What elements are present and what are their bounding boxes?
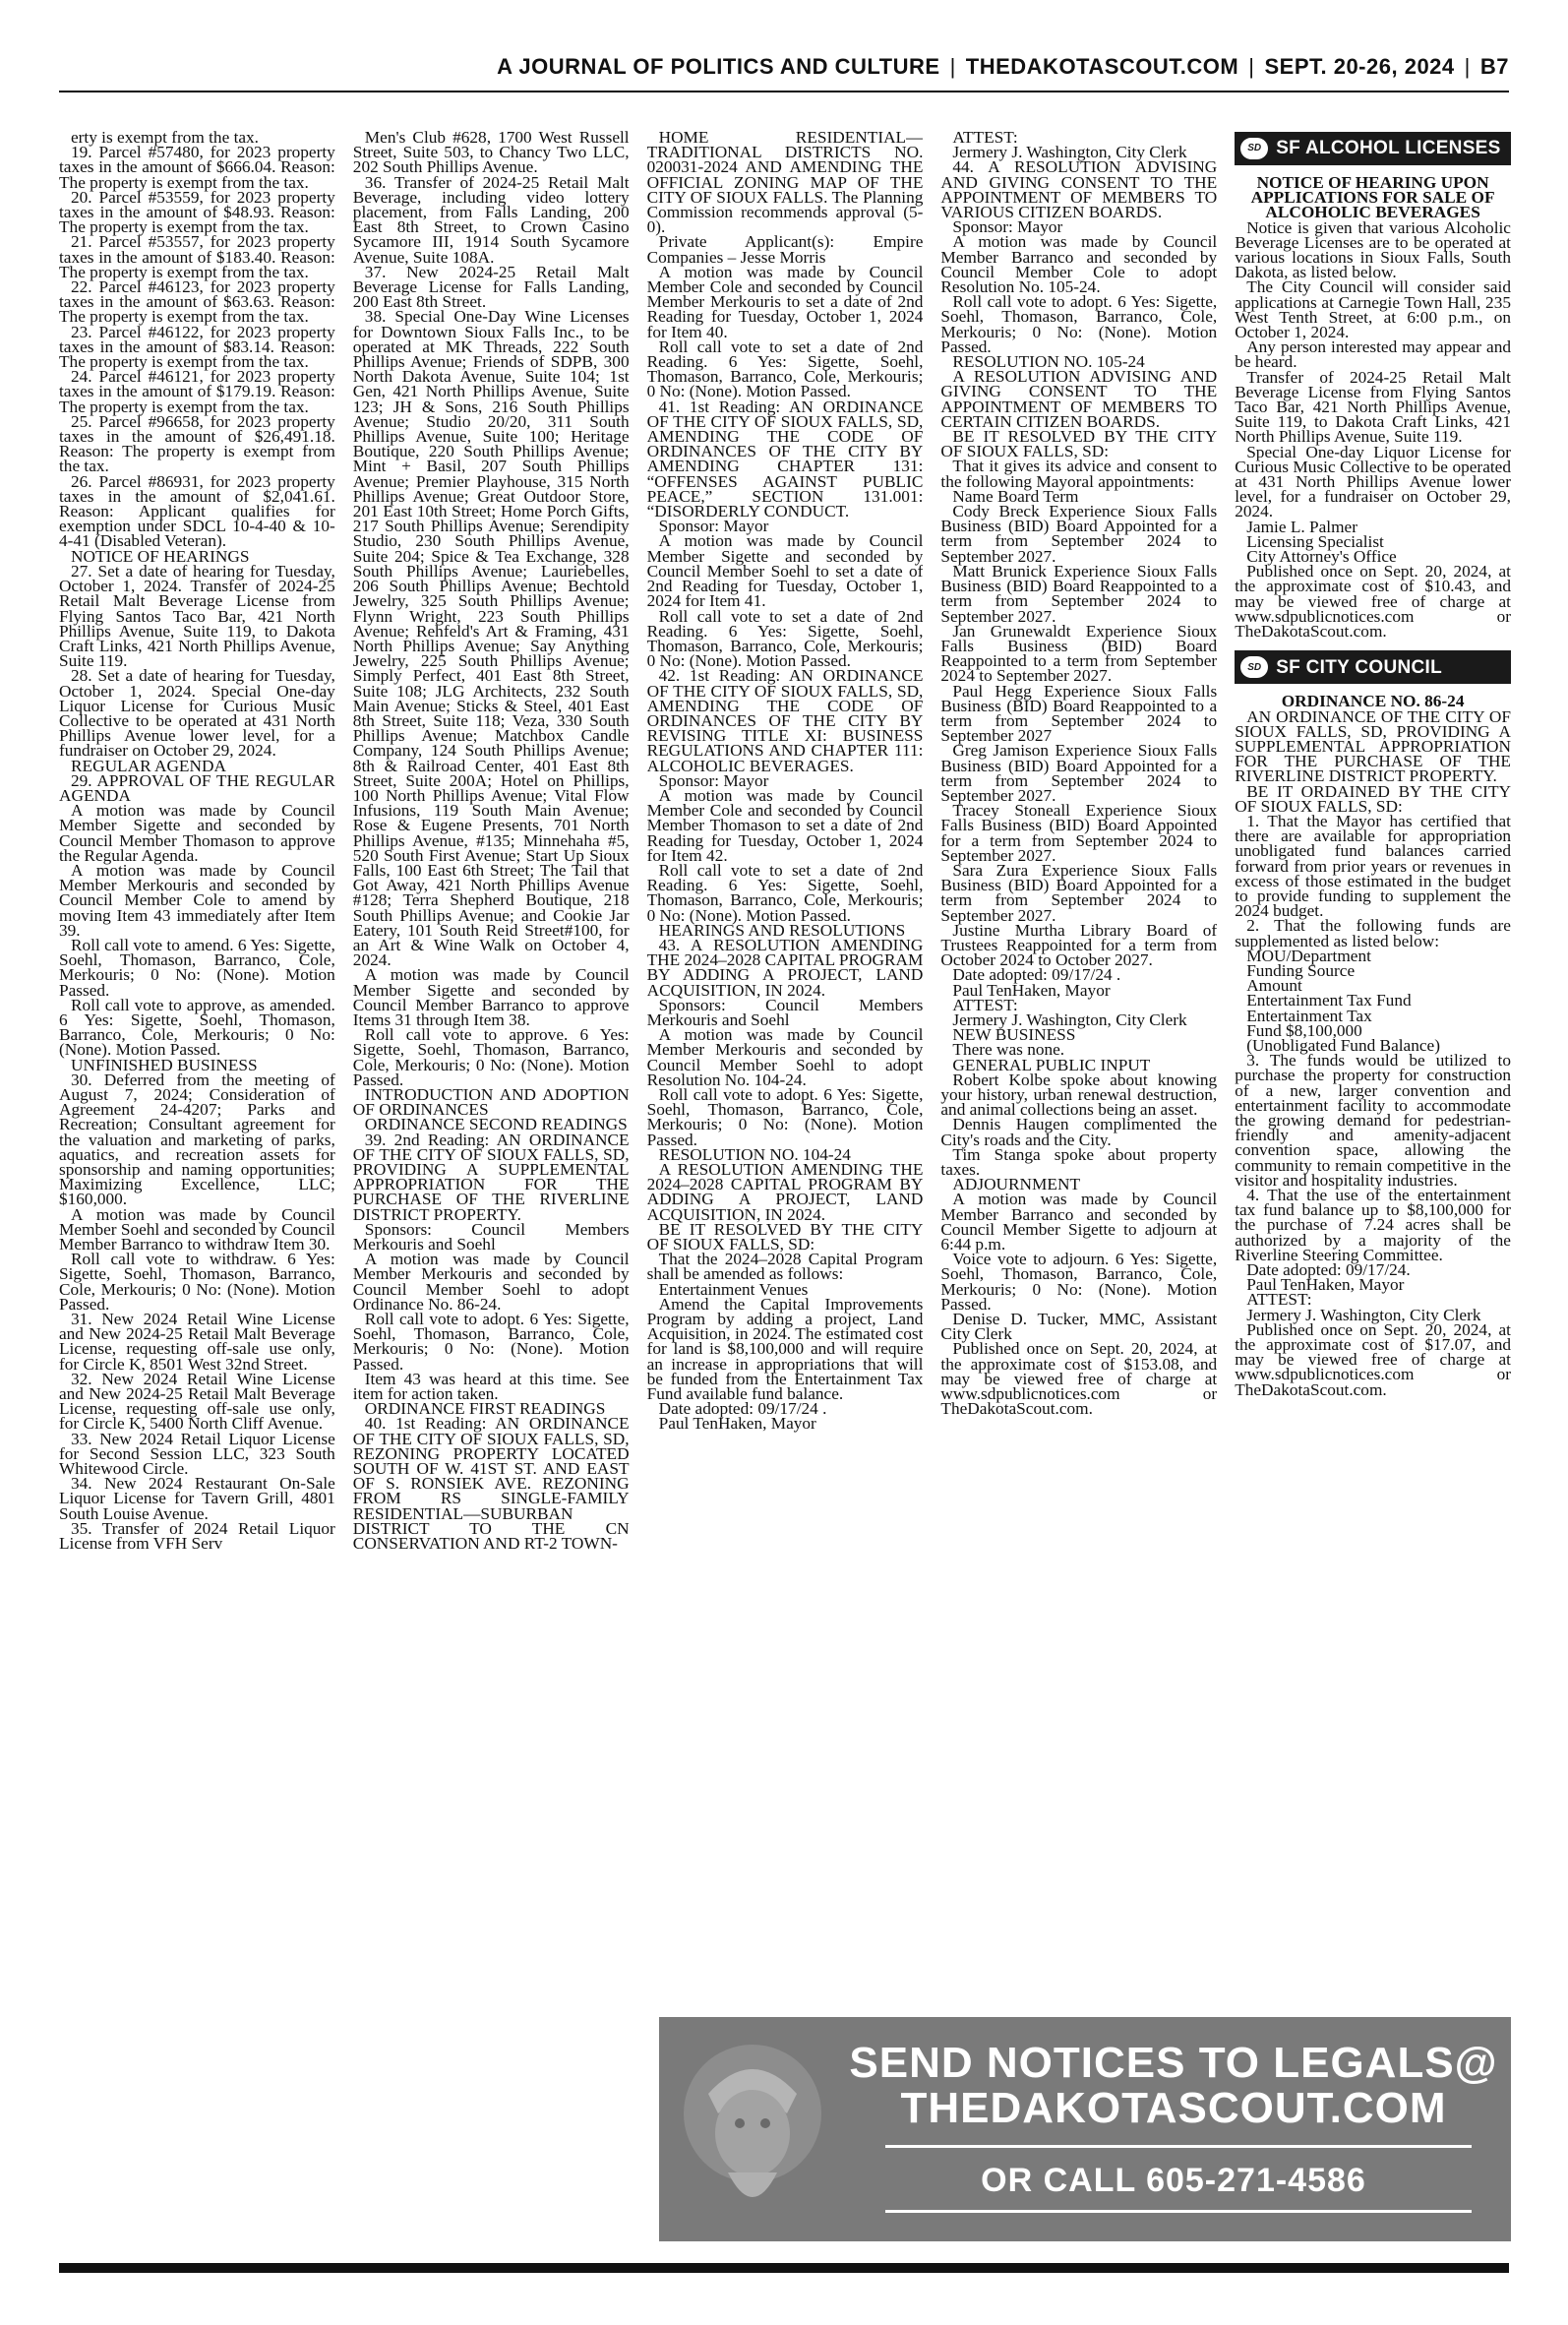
notice-paragraph: 3. The funds would be utilized to purchase the property for construction of a new, larger convention and entertainment facility to accommodate the growing demand for pedestrian-friendly and amenity-adjacent convention space, allowing the community to remain competitive in the visitor and hospitality industries. bbox=[1235, 1051, 1511, 1190]
column-4 bbox=[940, 130, 1217, 2009]
notice-paragraph: Paul TenHaken, Mayor bbox=[658, 1414, 816, 1434]
notice-paragraph: BE IT RESOLVED BY THE CITY OF SIOUX FALLS, SD: bbox=[646, 1219, 924, 1254]
notice-paragraph: 31. New 2024 Retail Wine License and New 2024-25 Retail Malt Beverage License, requesting off-sale use only, for Circle K, 8501 West 32nd Street. bbox=[59, 1310, 335, 1374]
notice-paragraph: Private Applicant(s): Empire Companies – Jesse Morris bbox=[646, 232, 924, 267]
notice-paragraph: 19. Parcel #57480, for 2023 property taxes in the amount of $666.04. Reason: The property is exempt from the tax. bbox=[59, 143, 335, 192]
notice-paragraph: Men's Club #628, 1700 West Russell Street, Suite 503, to Chancy Two LLC, 202 South Phillips Avenue. bbox=[352, 130, 630, 177]
notice-paragraph: Paul Hegg Experience Sioux Falls Business (BID) Board Reappointed to a term from September 2024 to September 2027 bbox=[940, 681, 1218, 746]
notice-paragraph: 41. 1st Reading: AN ORDINANCE OF THE CITY OF SIOUX FALLS, SD, AMENDING THE CODE OF ORDINANCES OF THE CITY BY AMENDING CHAPTER 131: “OFFENSES AGAINST PUBLIC PEACE,” SECTION 131.001: “DISORDERLY CONDUCT. bbox=[646, 397, 924, 521]
scout-mascot-icon bbox=[669, 2025, 836, 2232]
notice-paragraph: 22. Parcel #46123, for 2023 property taxes in the amount of $63.63. Reason: The property is exempt from the tax. bbox=[59, 277, 335, 327]
notice-paragraph: 27. Set a date of hearing for Tuesday, October 1, 2024. Transfer of 2024-25 Retail Malt Beverage License from Flying Santos Taco Bar, 421 North Phillips Avenue, Suite 119, to Dakota Craft Links, 421 North Phillips Avenue, Suite 119. bbox=[59, 561, 335, 671]
notice-paragraph: Paul TenHaken, Mayor bbox=[952, 980, 1111, 1000]
notice-paragraph: Roll call vote to withdraw. 6 Yes: Sigette, Soehl, Thomason, Barranco, Cole, Merkouris; 0 No: (None). Motion Passed. bbox=[59, 1250, 335, 1314]
column-2 bbox=[353, 130, 630, 2017]
notice-paragraph: Voice vote to adjourn. 6 Yes: Sigette, Soehl, Thomason, Barranco, Cole, Merkouris; 0 No: (None). Motion Passed. bbox=[940, 1250, 1218, 1314]
notice-paragraph: A motion was made by Council Member Barranco and seconded by Council Member Sigette to adjourn at 6:44 p.m. bbox=[940, 1190, 1218, 1254]
notice-paragraph: City Attorney's Office bbox=[1246, 547, 1397, 567]
notice-paragraph: Entertainment Venues bbox=[658, 1279, 809, 1299]
notice-paragraph: A motion was made by Council Member Merkouris and seconded by Council Member Cole to amend by moving Item 43 immediately after Item 39. bbox=[59, 860, 335, 940]
promo-divider-bottom bbox=[885, 2210, 1472, 2213]
notice-paragraph: Roll call vote to approve. 6 Yes: Sigette, Soehl, Thomason, Barranco, Cole, Merkouris; 0 No: (None). Motion Passed. bbox=[352, 1025, 630, 1089]
notice-paragraph: HOME RESIDENTIAL—TRADITIONAL DISTRICTS NO. 020031-2024 AND AMENDING THE OFFICIAL ZONING MAP OF THE CITY OF SIOUX FALLS. The Planning Commission recommends approval (5-0). bbox=[646, 130, 924, 237]
notice-paragraph: A RESOLUTION AMENDING THE 2024–2028 CAPITAL PROGRAM BY ADDING A PROJECT, LAND ACQUISITION, IN 2024. bbox=[646, 1160, 924, 1224]
notice-paragraph: BE IT ORDAINED BY THE CITY OF SIOUX FALLS, SD: bbox=[1235, 781, 1511, 816]
notice-paragraph: Denise D. Tucker, MMC, Assistant City Clerk bbox=[940, 1310, 1218, 1344]
notice-paragraph: Sponsor: Mayor bbox=[658, 770, 769, 790]
notice-paragraph: MOU/Department bbox=[1246, 946, 1371, 965]
notice-paragraph: Tim Stanga spoke about property taxes. bbox=[940, 1144, 1218, 1180]
notice-paragraph: ATTEST: bbox=[952, 130, 1018, 147]
notice-paragraph: 24. Parcel #46121, for 2023 property taxes in the amount of $179.19. Reason: The property is exempt from the tax. bbox=[59, 367, 335, 416]
section-banner-council bbox=[1235, 650, 1511, 684]
notice-paragraph: ATTEST: bbox=[1246, 1290, 1312, 1310]
notice-paragraph: 29. APPROVAL OF THE REGULAR AGENDA bbox=[59, 770, 335, 805]
notice-paragraph: 1. That the Mayor has certified that there are available for appropriation unobligated fund balances carried forward from prior years or revenues in excess of those estimated in the budget to provide funding to supplement the 2024 budget. bbox=[1235, 811, 1511, 921]
column-1 bbox=[59, 130, 335, 2017]
council-minutes-continued bbox=[940, 130, 1218, 1419]
notice-paragraph: HEARINGS AND RESOLUTIONS bbox=[658, 920, 906, 940]
notice-paragraph: Roll call vote to set a date of 2nd Reading. 6 Yes: Sigette, Soehl, Thomason, Barranco, Cole, Merkouris; 0 No: (None). Motion Passed. bbox=[646, 606, 924, 671]
notice-paragraph: A motion was made by Council Member Cole and seconded by Council Member Merkouris to set a date of 2nd Reading for Tuesday, October 1, 2024 for Item 40. bbox=[646, 262, 924, 341]
page-number: B7 bbox=[1479, 54, 1509, 79]
promo-divider-top bbox=[885, 2145, 1472, 2148]
notice-paragraph: Notice is given that various Alcoholic Beverage Licenses are to be operated at various locations in Sioux Falls, South Dakota, as listed below. bbox=[1235, 217, 1511, 282]
notice-paragraph: Sponsors: Council Members Merkouris and Soehl bbox=[646, 995, 924, 1029]
notice-paragraph: Funding Source bbox=[1246, 960, 1356, 980]
notice-paragraph: NOTICE OF HEARINGS bbox=[71, 546, 250, 566]
notice-paragraph: Sponsor: Mayor bbox=[952, 217, 1063, 237]
notice-paragraph: Jermery J. Washington, City Clerk bbox=[1246, 1305, 1481, 1324]
notice-paragraph: 44. A RESOLUTION ADVISING AND GIVING CONSENT TO THE APPOINTMENT OF MEMBERS TO VARIOUS CITIZEN BOARDS. bbox=[940, 157, 1218, 222]
notice-paragraph: Published once on Sept. 20, 2024, at the approximate cost of $10.43, and may be viewed free of charge at www.sdpublicnotices.com or TheDakotaScout.com. bbox=[1235, 562, 1511, 642]
notice-paragraph: That it gives its advice and consent to the following Mayoral appointments: bbox=[940, 457, 1218, 491]
masthead-rule bbox=[59, 91, 1509, 92]
notice-paragraph: 25. Parcel #96658, for 2023 property taxes in the amount of $26,491.18. Reason: The property is exempt from the tax. bbox=[59, 411, 335, 476]
notice-paragraph: RESOLUTION NO. 104-24 bbox=[658, 1144, 851, 1164]
notice-paragraph: 37. New 2024-25 Retail Malt Beverage License for Falls Landing, 200 East 8th Street. bbox=[352, 262, 630, 312]
notice-paragraph: Special One-day Liquor License for Curious Music Collective to be operated at 431 North Phillips Avenue lower level, for a fundraiser on October 29, 2024. bbox=[1235, 442, 1511, 521]
masthead-site[interactable]: THEDAKOTASCOUT.COM bbox=[965, 54, 1239, 79]
section-title: SF ALCOHOL LICENSES bbox=[1276, 138, 1501, 159]
notice-heading: NOTICE OF HEARING UPON APPLICATIONS FOR SALE OF ALCOHOLIC BEVERAGES bbox=[1250, 173, 1495, 222]
notice-paragraph: Sponsor: Mayor bbox=[658, 517, 769, 536]
notice-paragraph: A motion was made by Council Member Merkouris and seconded by Council Member Soehl to adopt Resolution No. 104-24. bbox=[646, 1025, 924, 1089]
masthead-sep-3: | bbox=[1464, 54, 1471, 79]
notice-paragraph: Transfer of 2024-25 Retail Malt Beverage License from Flying Santos Taco Bar, 421 North Phillips Avenue, Suite 119, to Dakota Craft Links, 421 North Phillips Avenue, Suite 119. bbox=[1235, 367, 1511, 447]
notice-paragraph: Date adopted: 09/17/24. bbox=[1246, 1260, 1411, 1280]
notice-paragraph: Jermery J. Washington, City Clerk bbox=[952, 1010, 1187, 1029]
notice-paragraph: A RESOLUTION ADVISING AND GIVING CONSENT TO THE APPOINTMENT OF MEMBERS TO CERTAIN CITIZEN BOARDS. bbox=[940, 367, 1218, 431]
notice-paragraph: A motion was made by Council Member Sigette and seconded by Council Member Thomason to approve the Regular Agenda. bbox=[59, 801, 335, 865]
notice-heading: ORDINANCE NO. 86-24 bbox=[1281, 692, 1465, 711]
send-notices-promo bbox=[659, 2017, 1511, 2241]
notice-paragraph: Published once on Sept. 20, 2024, at the approximate cost of $153.08, and may be viewed free of charge at www.sdpublicnotices.com or TheDakotaScout.com. bbox=[940, 1339, 1218, 1419]
scout-badge-icon: SD bbox=[1240, 656, 1268, 678]
notice-paragraph: Dennis Haugen complimented the City's roads and the City. bbox=[940, 1115, 1218, 1149]
column-3 bbox=[647, 130, 924, 2017]
promo-phone[interactable]: OR CALL 605-271-4586 bbox=[981, 2162, 1366, 2199]
notice-paragraph: 39. 2nd Reading: AN ORDINANCE OF THE CITY OF SIOUX FALLS, SD, PROVIDING A SUPPLEMENTAL APPROPRIATION FOR THE PURCHASE OF THE RIVERLINE DISTRICT PROPERTY. bbox=[352, 1130, 630, 1224]
notice-paragraph: Greg Jamison Experience Sioux Falls Business (BID) Board Appointed for a term from September 2024 to September 2027. bbox=[940, 741, 1218, 805]
notice-paragraph: Roll call vote to set a date of 2nd Reading. 6 Yes: Sigette, Soehl, Thomason, Barranco, Cole, Merkouris; 0 No: (None). Motion Passed. bbox=[646, 860, 924, 925]
masthead-journal: A JOURNAL OF POLITICS AND CULTURE bbox=[497, 54, 940, 79]
notice-paragraph: REGULAR AGENDA bbox=[71, 756, 226, 775]
notice-paragraph: Jermery J. Washington, City Clerk bbox=[952, 143, 1187, 162]
notice-paragraph: Name Board Term bbox=[952, 486, 1079, 506]
notice-paragraph: 34. New 2024 Restaurant On-Sale Liquor License for Tavern Grill, 4801 South Louise Avenue. bbox=[59, 1474, 335, 1523]
notice-paragraph: Licensing Specialist bbox=[1246, 531, 1384, 551]
notice-paragraph: 26. Parcel #86931, for 2023 property taxes in the amount of $2,041.61. Reason: Applicant qualifies for exemption under SDCL 10-4-40 & 10-4-41 (Disabled Veteran). bbox=[59, 471, 335, 551]
notice-paragraph: Amend the Capital Improvements Program by adding a project, Land Acquisition, in 2024. The estimated cost for land is $8,100,000 and will require an increase in appropriations that will be funded from the Entertainment Tax Fund available fund balance. bbox=[646, 1294, 924, 1404]
notice-paragraph: There was none. bbox=[952, 1040, 1065, 1060]
section-banner-alcohol bbox=[1235, 132, 1511, 165]
notice-paragraph: Item 43 was heard at this time. See item for action taken. bbox=[352, 1369, 630, 1404]
notice-paragraph: Any person interested may appear and be heard. bbox=[1235, 337, 1511, 372]
notice-paragraph: A motion was made by Council Member Sigette and seconded by Council Member Soehl to set a date of 2nd Reading for Tuesday, October 1, 2024 for Item 41. bbox=[646, 531, 924, 611]
notice-paragraph: AN ORDINANCE OF THE CITY OF SIOUX FALLS, SD, PROVIDING A SUPPLEMENTAL APPROPRIATION FOR THE PURCHASE OF THE RIVERLINE DISTRICT PROPERTY. bbox=[1235, 706, 1511, 786]
notice-paragraph: That the 2024–2028 Capital Program shall be amended as follows: bbox=[646, 1250, 924, 1284]
masthead-date: SEPT. 20-26, 2024 bbox=[1264, 54, 1455, 79]
notice-paragraph: (Unobligated Fund Balance) bbox=[1246, 1035, 1440, 1055]
notice-paragraph: The City Council will consider said applications at Carnegie Town Hall, 235 West Tenth Street, at 6:00 p.m., on October 1, 2024. bbox=[1235, 277, 1511, 342]
notice-paragraph: Amount bbox=[1246, 976, 1302, 996]
footer-rule bbox=[59, 2263, 1509, 2273]
notice-paragraph: 32. New 2024 Retail Wine License and New 2024-25 Retail Malt Beverage License, requesting off-sale use only, for Circle K, 5400 North Cliff Avenue. bbox=[59, 1369, 335, 1434]
notice-paragraph: ORDINANCE FIRST READINGS bbox=[364, 1399, 606, 1419]
notice-paragraph: 40. 1st Reading: AN ORDINANCE OF THE CITY OF SIOUX FALLS, SD, REZONING PROPERTY LOCATED SOUTH OF W. 41ST ST. AND EAST OF S. RONSIEK AVE. REZONING FROM RS SINGLE-FAMILY RESIDENTIAL—SUBURBAN DISTRICT TO THE CN CONSERVATION AND RT-2 TOWN- bbox=[352, 1414, 630, 1554]
notice-paragraph: 42. 1st Reading: AN ORDINANCE OF THE CITY OF SIOUX FALLS, SD, AMENDING THE CODE OF ORDINANCES OF THE CITY BY REVISING TITLE XI: BUSINESS REGULATIONS AND CHAPTER 111: ALCOHOLIC BEVERAGES. bbox=[646, 666, 924, 775]
promo-email-line-1[interactable]: SEND NOTICES TO LEGALS@ bbox=[849, 2039, 1498, 2087]
notice-paragraph: NEW BUSINESS bbox=[952, 1025, 1076, 1045]
notice-paragraph: 21. Parcel #53557, for 2023 property taxes in the amount of $183.40. Reason: The property is exempt from the tax. bbox=[59, 232, 335, 281]
notice-paragraph: Roll call vote to adopt. 6 Yes: Sigette, Soehl, Thomason, Barranco, Cole, Merkouris; 0 No: (None). Motion Passed. bbox=[646, 1085, 924, 1149]
masthead-sep-2: | bbox=[1248, 54, 1255, 79]
notice-paragraph: A motion was made by Council Member Soehl and seconded by Council Member Barranco to withdraw Item 30. bbox=[59, 1204, 335, 1254]
notice-paragraph: GENERAL PUBLIC INPUT bbox=[952, 1055, 1151, 1074]
notice-paragraph: 33. New 2024 Retail Liquor License for Second Session LLC, 323 South Whitewood Circle. bbox=[59, 1429, 335, 1479]
notice-paragraph: 23. Parcel #46122, for 2023 property taxes in the amount of $83.14. Reason: The property is exempt from the tax. bbox=[59, 322, 335, 372]
notice-paragraph: Sara Zura Experience Sioux Falls Business (BID) Board Appointed for a term from September 2024 to September 2027. bbox=[940, 860, 1218, 925]
notice-paragraph: Jamie L. Palmer bbox=[1246, 517, 1357, 536]
notice-paragraph: 36. Transfer of 2024-25 Retail Malt Beverage, including video lottery placement, from Falls Landing, 200 East 8th Street, to Crown Casino Sycamore III, 1914 South Sycamore Avenue, Suite 108A. bbox=[352, 172, 630, 267]
notice-paragraph: Fund $8,100,000 bbox=[1246, 1020, 1362, 1040]
notice-paragraph: 43. A RESOLUTION AMENDING THE 2024–2028 CAPITAL PROGRAM BY ADDING A PROJECT, LAND ACQUISITION, IN 2024. bbox=[646, 935, 924, 1000]
notice-paragraph: 28. Set a date of hearing for Tuesday, October 1, 2024. Special One-day Liquor License for Curious Music Collective to be operated at 431 North Phillips Avenue lower level, for a fundraiser on October 29, 2024. bbox=[59, 666, 335, 761]
notice-paragraph: UNFINISHED BUSINESS bbox=[71, 1055, 258, 1074]
notice-paragraph: erty is exempt from the tax. bbox=[71, 130, 259, 147]
notice-paragraph: ORDINANCE SECOND READINGS bbox=[364, 1115, 628, 1134]
notice-paragraph: ADJOURNMENT bbox=[952, 1175, 1080, 1194]
notice-paragraph: A motion was made by Council Member Sigette and seconded by Council Member Barranco to approve Items 31 through Item 38. bbox=[352, 965, 630, 1029]
notice-paragraph: Paul TenHaken, Mayor bbox=[1246, 1275, 1405, 1295]
notice-paragraph: Roll call vote to amend. 6 Yes: Sigette, Soehl, Thomason, Barranco, Cole, Merkouris; 0 No: (None). Motion Passed. bbox=[59, 935, 335, 1000]
notice-paragraph: Matt Brunick Experience Sioux Falls Business (BID) Board Reappointed to a term from September 2024 to September 2027. bbox=[940, 561, 1218, 626]
notice-paragraph: 38. Special One-Day Wine Licenses for Downtown Sioux Falls Inc., to be operated at MK Threads, 222 South Phillips Avenue; Friends of SDPB, 300 North Dakota Avenue, Suite 104; 1st Gen, 421 North Phillips Avenue, Suite 123; JH & Sons, 216 South Phillips Avenue; Studio 20/20, 311 South Phillips Avenue, Suite 100; Heritage Boutique, 220 South Phillips Avenue; Mint + Basil, 207 South Phillips Avenue; Premier Playhouse, 315 North Phillips Avenue; Great Outdoor Store, 201 East 10th Street; Home Porch Gifts, 217 South Phillips Avenue; Serendipity Studio, 230 South Phillips Avenue, Suite 204; Spice & Tea Exchange, 328 South Phillips Avenue; Lauriebelles, 206 South Phillips Avenue; Bechtold Jewelry, 325 South Phillips Avenue; Flynn Wright, 223 South Phillips Avenue; Rehfeld's Art & Framing, 431 North Phillips Avenue; Say Anything Jewelry, 225 South Phillips Avenue; Simply Perfect, 401 East 8th Street, Suite 108; JLG Architects, 232 South Main Avenue; Sticks & Steel, 401 East 8th Street, Suite 118; Veza, 330 South Phillips Avenue; Matchbox Candle Company, 124 South Phillips Avenue; 8th & Railroad Center, 401 East 8th Street, Suite 200A; Hotel on Phillips, 100 North Phillips Avenue; Vital Flow Infusions, 119 South Main Avenue; Rose & Eugene Presents, 701 North Phillips Avenue, #135; Minnehaha #5, 520 South First Avenue; Start Up Sioux Falls, 100 East 6th Street; The Tail that Got Away, 421 North Phillips Avenue #128; Terra Shepherd Boutique, 218 South Phillips Avenue; and Cookie Jar Eatery, 101 South Reid Street#100, for an Art & Wine Walk on October 4, 2024. bbox=[352, 307, 630, 970]
notice-paragraph: Roll call vote to set a date of 2nd Reading. 6 Yes: Sigette, Soehl, Thomason, Barranco, Cole, Merkouris; 0 No: (None). Motion Passed. bbox=[646, 337, 924, 401]
notice-paragraph: Date adopted: 09/17/24 . bbox=[952, 965, 1121, 985]
notice-paragraph: A motion was made by Council Member Cole and seconded by Council Member Thomason to set a date of 2nd Reading for Tuesday, October 1, 2024 for Item 42. bbox=[646, 785, 924, 865]
notice-paragraph: 2. That the following funds are supplemented as listed below: bbox=[1235, 916, 1511, 950]
notice-paragraph: Entertainment Tax bbox=[1246, 1006, 1372, 1025]
notice-paragraph: 4. That the use of the entertainment tax fund balance up to $8,100,000 for the purchase of 7.24 acres shall be authorized by a majority of the Riverline Steering Committee. bbox=[1235, 1186, 1511, 1264]
notice-paragraph: Jan Grunewaldt Experience Sioux Falls Business (BID) Board Reappointed to a term from September 2024 to September 2027. bbox=[940, 621, 1218, 686]
notice-paragraph: Tracey Stoneall Experience Sioux Falls Business (BID) Board Appointed for a term from September 2024 to September 2027. bbox=[940, 801, 1218, 865]
promo-email-line-2[interactable]: THEDAKOTASCOUT.COM bbox=[900, 2084, 1447, 2132]
notice-paragraph: Roll call vote to adopt. 6 Yes: Sigette, Soehl, Thomason, Barranco, Cole, Merkouris; 0 No: (None). Motion Passed. bbox=[352, 1310, 630, 1374]
notice-paragraph: Cody Breck Experience Sioux Falls Business (BID) Board Appointed for a term from September 2024 to September 2027. bbox=[940, 502, 1218, 566]
notice-paragraph: A motion was made by Council Member Merkouris and seconded by Council Member Soehl to adopt Ordinance No. 86-24. bbox=[352, 1250, 630, 1314]
notice-paragraph: Entertainment Tax Fund bbox=[1246, 991, 1412, 1010]
notice-paragraph: 30. Deferred from the meeting of August 7, 2024; Consideration of Agreement 24-4207; Parks and Recreation; Consultant agreement for the valuation and marketing of parks, aquatics, and recreation assets for sponsorship and naming opportunities; Maximizing Excellence, LLC; $160,000. bbox=[59, 1070, 335, 1209]
notice-paragraph: 35. Transfer of 2024 Retail Liquor License from VFH Serv bbox=[59, 1518, 335, 1554]
notice-paragraph: Roll call vote to approve, as amended. 6 Yes: Sigette, Soehl, Thomason, Barranco, Cole, Merkouris; 0 No: (None). Motion Passed. bbox=[59, 995, 335, 1060]
notice-paragraph: Robert Kolbe spoke about knowing your history, urban renewal destruction, and animal collections being an asset. bbox=[940, 1070, 1218, 1120]
notice-paragraph: INTRODUCTION AND ADOPTION OF ORDINANCES bbox=[352, 1085, 630, 1120]
notice-paragraph: A motion was made by Council Member Barranco and seconded by Council Member Cole to adopt Resolution No. 105-24. bbox=[940, 232, 1218, 297]
notice-paragraph: BE IT RESOLVED BY THE CITY OF SIOUX FALLS, SD: bbox=[940, 427, 1218, 461]
notice-paragraph: ATTEST: bbox=[952, 995, 1018, 1014]
legal-notices-columns bbox=[59, 130, 1511, 2017]
notice-paragraph: Justine Murtha Library Board of Trustees Reappointed for a term from October 2024 to October 2027. bbox=[940, 920, 1218, 970]
masthead-bar bbox=[59, 49, 1509, 85]
masthead-sep-1: | bbox=[949, 54, 956, 79]
notice-paragraph: Roll call vote to adopt. 6 Yes: Sigette, Soehl, Thomason, Barranco, Cole, Merkouris; 0 No: (None). Motion Passed. bbox=[940, 292, 1218, 356]
scout-badge-icon: SD bbox=[1240, 138, 1268, 159]
notice-paragraph: Date adopted: 09/17/24 . bbox=[658, 1399, 827, 1419]
notice-paragraph: Sponsors: Council Members Merkouris and Soehl bbox=[352, 1219, 630, 1254]
column-5 bbox=[1235, 130, 1511, 2009]
section-title: SF CITY COUNCIL bbox=[1276, 656, 1443, 678]
notice-paragraph: 20. Parcel #53559, for 2023 property taxes in the amount of $48.93. Reason: The property is exempt from the tax. bbox=[59, 187, 335, 237]
notice-paragraph: Published once on Sept. 20, 2024, at the approximate cost of $17.07, and may be viewed free of charge at www.sdpublicnotices.com or TheDakotaScout.com. bbox=[1235, 1319, 1511, 1399]
notice-paragraph: RESOLUTION NO. 105-24 bbox=[952, 352, 1145, 372]
